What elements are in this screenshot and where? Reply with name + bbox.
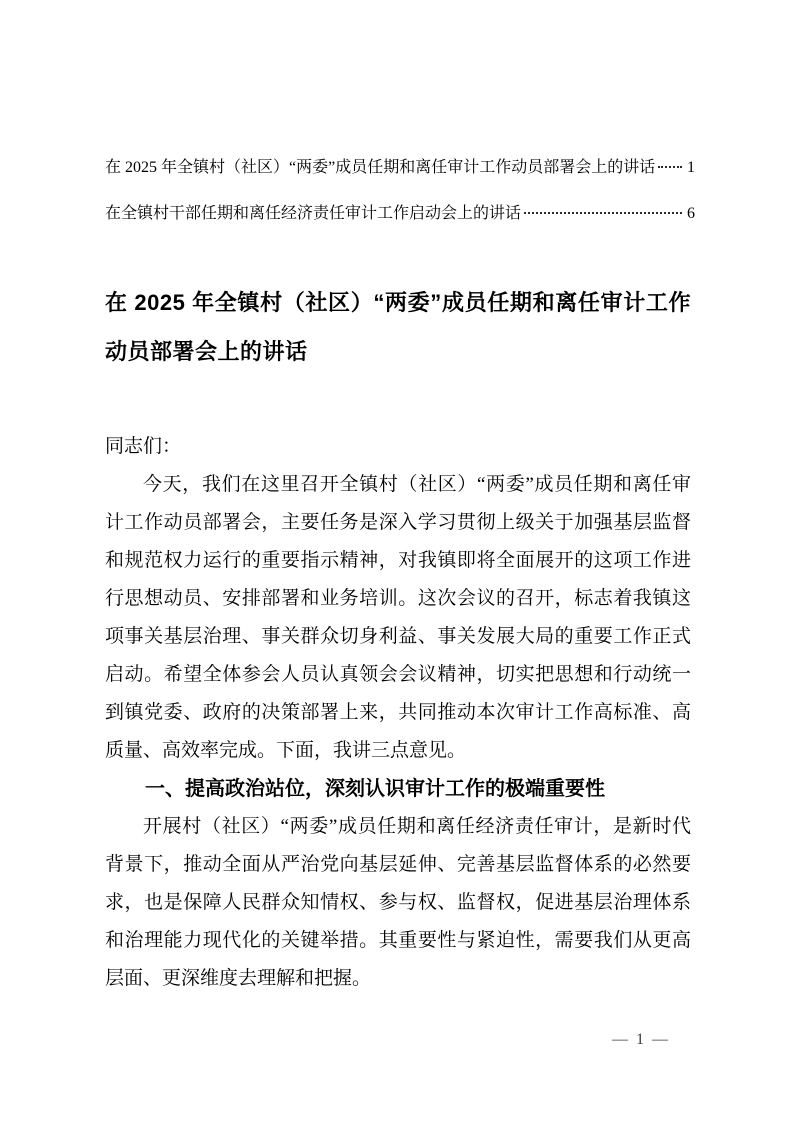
toc-entry-title: 在 2025 年全镇村（社区）“两委”成员任期和离任审计工作动员部署会上的讲话 <box>105 159 656 176</box>
body-paragraph: 开展村（社区）“两委”成员任期和离任经济责任审计，是新时代背景下，推动全面从严治党向基层延伸、完善基层监督体系的必然要求，也是保障人民群众知情权、参与权、监督权，促进基层治理体系和治理能力现代化的关键举措。其重要性与紧迫性，需要我们从更高层面、更深维度去理解和把握。 <box>105 816 691 989</box>
section-heading: 一、提高政治站位，深刻认识审计工作的极端重要性 <box>145 778 605 800</box>
salutation: 同志们： <box>105 436 182 457</box>
page-number: — 1 — <box>612 1031 670 1048</box>
toc-entry-title: 在全镇村干部任期和离任经济责任审计工作启动会上的讲话 <box>105 205 522 222</box>
toc-entry[interactable] <box>105 203 695 225</box>
toc-dot-leader <box>658 166 682 168</box>
toc-page-number: 1 <box>687 159 695 176</box>
toc-entry[interactable] <box>105 157 695 179</box>
toc-page-number: 6 <box>687 205 695 222</box>
toc-dot-leader <box>524 212 682 214</box>
table-of-contents <box>105 157 695 249</box>
document-title: 在 2025 年全镇村（社区）“两委”成员任期和离任审计工作动员部署会上的讲话 <box>105 290 691 364</box>
body-paragraph: 今天，我们在这里召开全镇村（社区）“两委”成员任期和离任审计工作动员部署会，主要任务是深入学习贯彻上级关于加强基层监督和规范权力运行的重要指示精神，对我镇即将全面展开的这项工作进行思想动员、安排部署和业务培训。这次会议的召开，标志着我镇这项事关基层治理、事关群众切身利益、事关发展大局的重要工作正式启动。希望全体参会人员认真领会会议精神，切实把思想和行动统一到镇党委、政府的决策部署上来，共同推动本次审计工作高标准、高质量、高效率完成。下面，我讲三点意见。 <box>105 474 691 761</box>
document-body <box>105 428 691 998</box>
